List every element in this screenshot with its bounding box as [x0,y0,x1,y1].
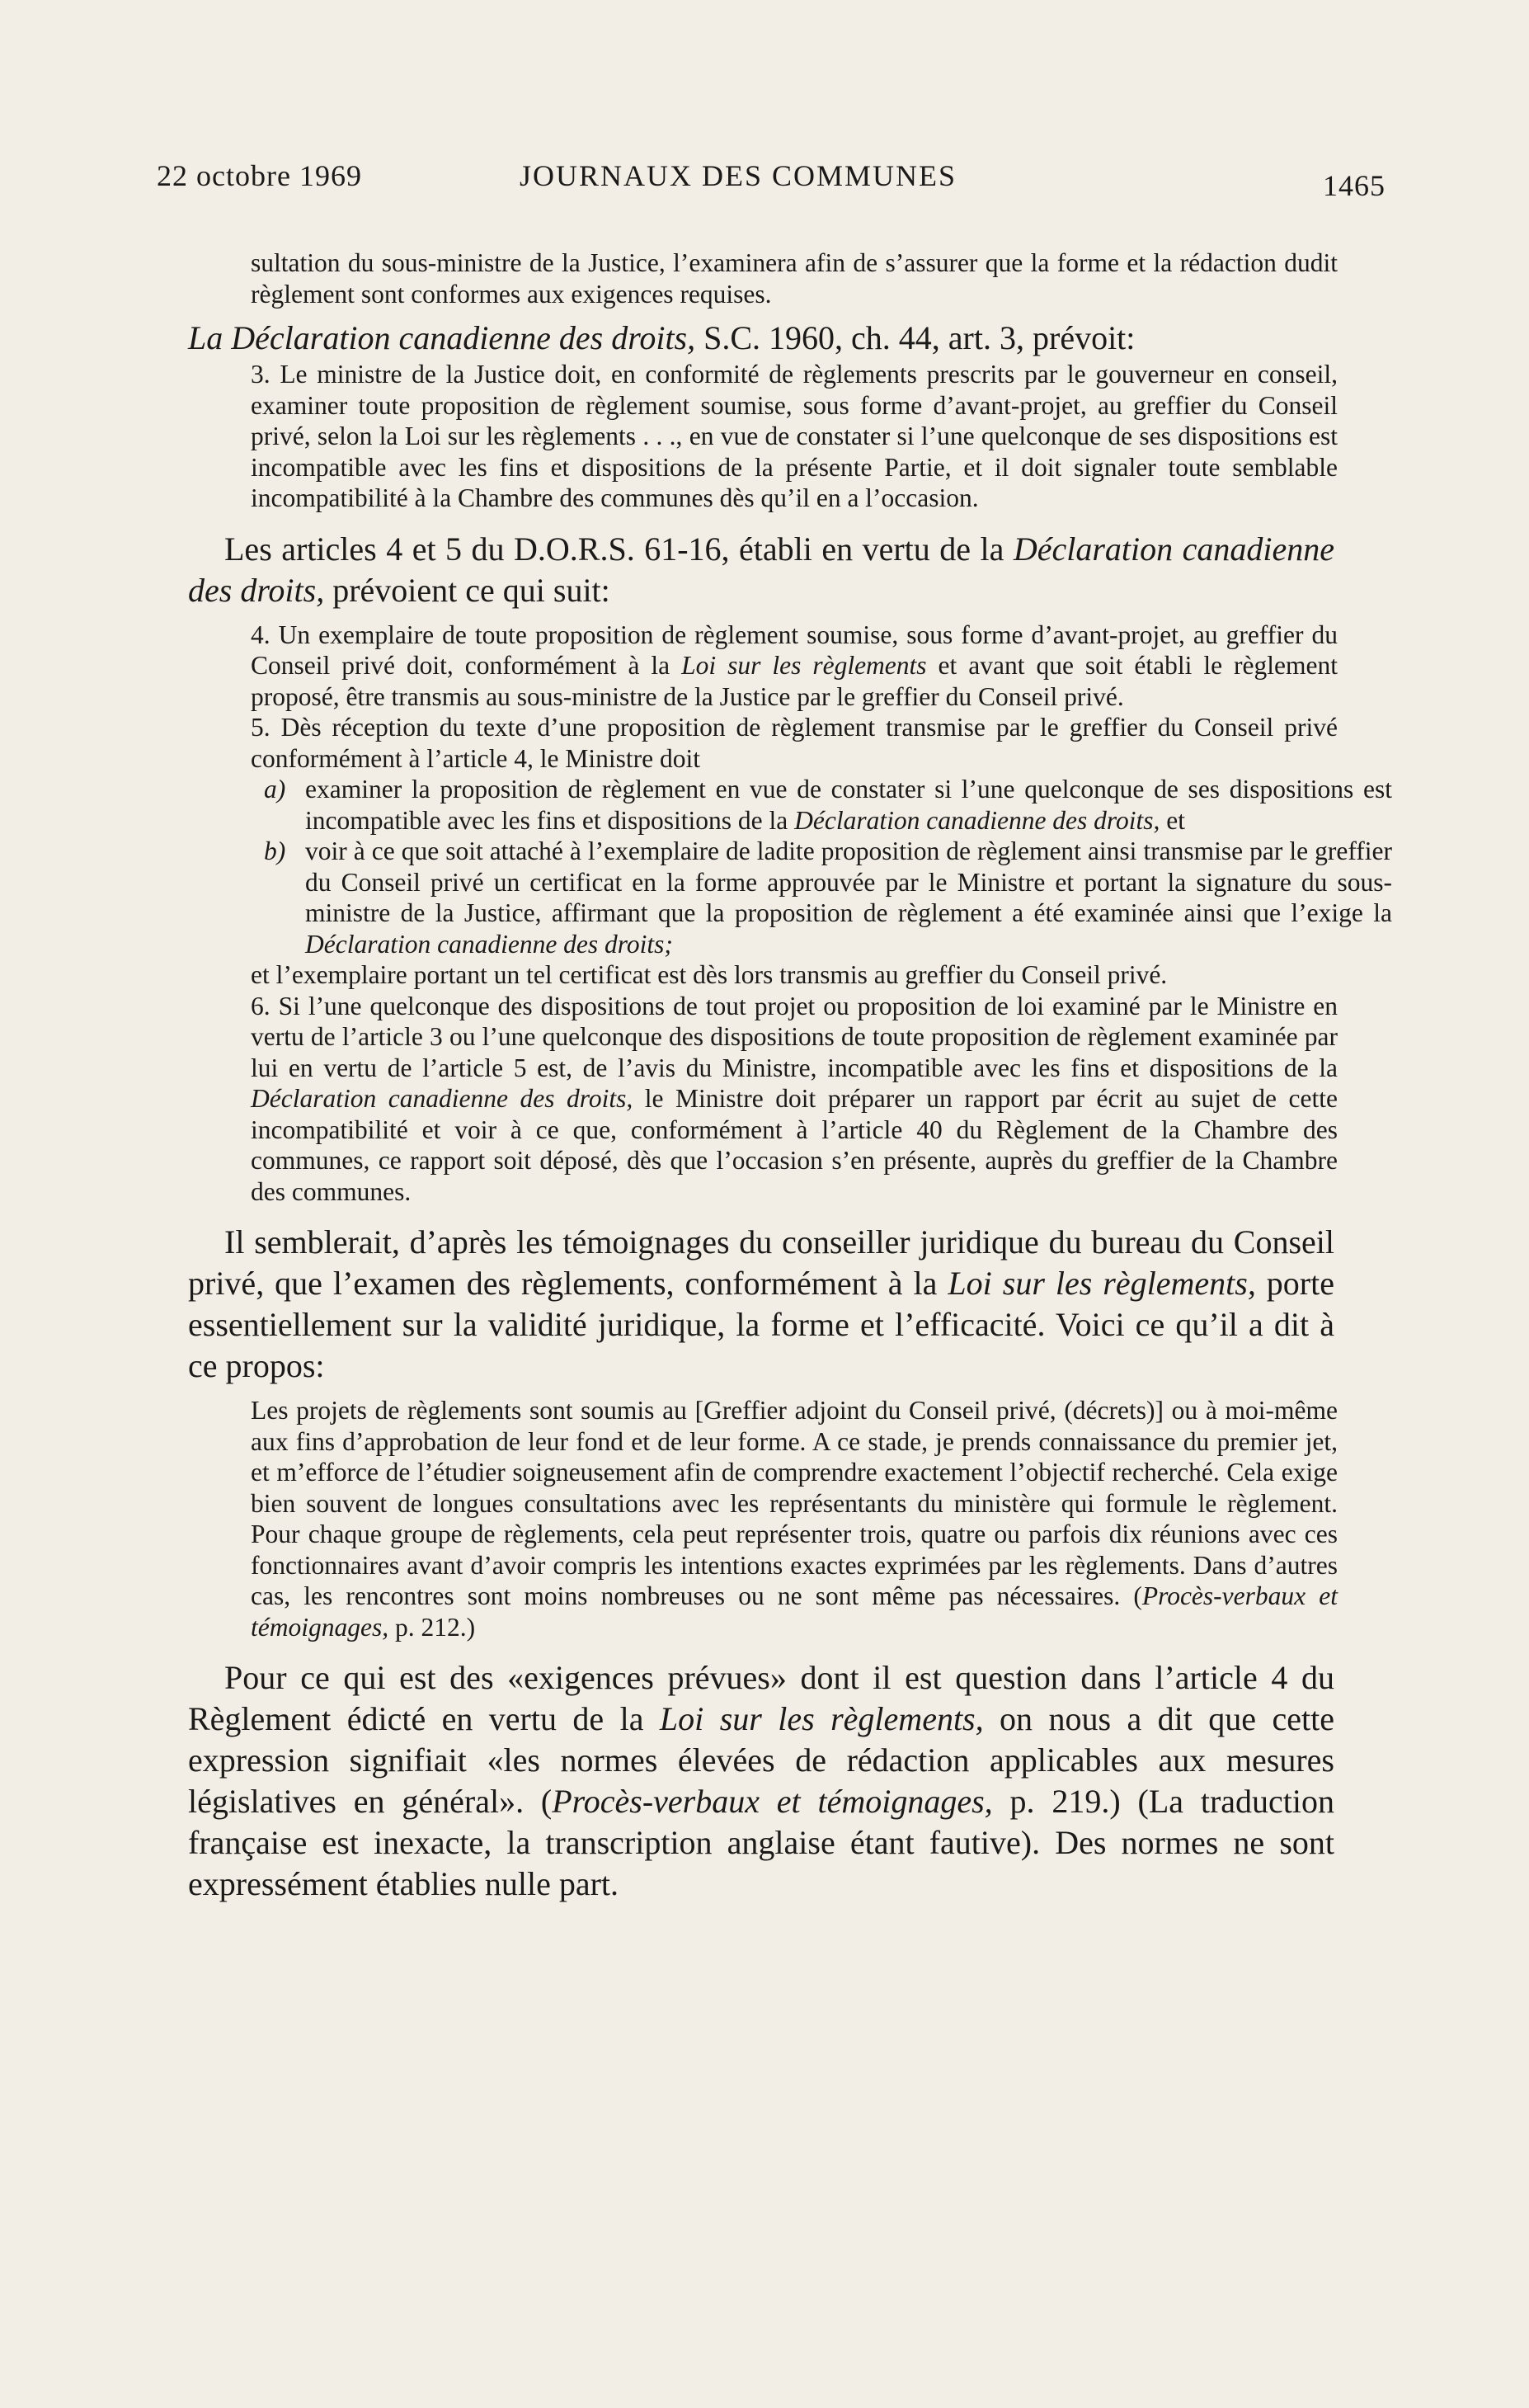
paragraph-declaration-intro: La Déclaration canadienne des droits, S.C. 1960, ch. 44, art. 3, prévoit: [188,319,1136,356]
list-item-a: a) examiner la proposition de règlement en vue de constater si l’une quelconque de ses dispositions est incompatible avec les fins et dispositions de la Déclaration canadienne des droits, et [264,775,1392,835]
paragraph-legal-counsel: Il semblerait, d’après les témoignages du conseiller juridique du bureau du Conseil privé, que l’examen des règlements, conformément à la Loi sur les règlements, porte essentiellement sur la validité juridique, la forme et l’efficacité. Voici ce qu’il a dit à ce propos: [188,1223,1334,1384]
quote-article-3: 3. Le ministre de la Justice doit, en conformité de règlements prescrits par le gouverneur en conseil, examiner toute proposition de règlement soumise, sous forme d’avant-projet, au greffier du Conseil privé, selon la Loi sur les règlements . . ., en vue de constater si l’une quelconque de ses dispositions est incompatible avec les fins et dispositions de la présente Partie, et il doit signaler toute semblable incompatibilité à la Chambre des communes dès qu’il en a l’occasion. [251,360,1338,512]
quote-testimony: Les projets de règlements sont soumis au [Greffier adjoint du Conseil privé, (décrets)] ou à moi-même aux fins d’approbation de leur fond et de leur forme. A ce stade, je prends connaissance du premier jet, et m’efforce de l’étudier soigneusement afin de comprendre exactement l’objectif recherché. Cela exige bien souvent de longues consultations avec les représentants du ministère qui formule le règlement. Pour chaque groupe de règlements, cela peut représenter trois, quatre ou parfois dix réunions avec ces fonctionnaires avant d’avoir compris les intentions exactes exprimées par les règlements. Dans d’autres cas, les rencontres sont moins nombreuses ou ne sont même pas nécessaires. (Procès-verbaux et témoignages, p. 212.) [251,1396,1338,1642]
list-label-b: b) [264,836,286,865]
paragraph-required-standards: Pour ce qui est des «exigences prévues» dont il est question dans l’article 4 du Règlement édicté en vertu de la Loi sur les règlements, on nous a dit que cette expression signifiait «les normes élevées de rédaction applicables aux mesures législatives en général». (Procès-verbaux et témoignages, p. 219.) (La traduction française est inexacte, la transcription anglaise étant fautive). Des normes ne sont expressément établies nulle part. [188,1659,1335,1902]
paragraph-continuation: sultation du sous-ministre de la Justice, l’examinera afin de s’assurer que la forme et la rédaction dudit règlement sont conformes aux exigences requises. [251,248,1338,309]
header-journal-title: JOURNAUX DES COMMUNES [520,159,957,192]
paragraph-articles-4-5: Les articles 4 et 5 du D.O.R.S. 61-16, établi en vertu de la Déclaration canadienne des droits, prévoient ce qui suit: [188,530,1334,609]
page-body [188,247,1392,1905]
running-header [157,158,1386,208]
quote-article-4: 4. Un exemplaire de toute proposition de règlement soumise, sous forme d’avant-projet, au greffier du Conseil privé doit, conformément à la Loi sur les règlements et avant que soit établi le règlement proposé, être transmis au sous-ministre de la Justice par le greffier du Conseil privé. [251,620,1338,711]
quote-article-6: 6. Si l’une quelconque des dispositions de tout projet ou proposition de loi examiné par le Ministre en vertu de l’article 3 ou l’une quelconque des dispositions de toute proposition de règlement examinée par lui en vertu de l’article 5 est, de l’avis du Ministre, incompatible avec les fins et dispositions de la Déclaration canadienne des droits, le Ministre doit préparer un rapport par écrit au sujet de cette incompatibilité et voir à ce que, conformément à l’article 40 du Règlement de la Chambre des communes, ce rapport soit déposé, dès que l’occasion s’en présente, auprès du greffier de la Chambre des communes. [251,991,1338,1206]
list-item-b: b) voir à ce que soit attaché à l’exemplaire de ladite proposition de règlement ainsi transmise par le greffier du Conseil privé un certificat en la forme approuvée par le Ministre et portant la signature du sous-ministre de la Justice, affirmant que la proposition de règlement a été examinée ainsi que l’exige la Déclaration canadienne des droits; [264,836,1392,959]
quote-article-5-end: et l’exemplaire portant un tel certificat est dès lors transmis au greffier du Conseil privé. [251,960,1168,989]
list-label-a: a) [264,775,286,803]
header-date: 22 octobre 1969 [157,159,362,192]
page-number: 1465 [1323,169,1386,202]
quote-article-5: 5. Dès réception du texte d’une proposition de règlement transmise par le greffier du Conseil privé conformément à l’article 4, le Ministre doit [251,713,1338,773]
